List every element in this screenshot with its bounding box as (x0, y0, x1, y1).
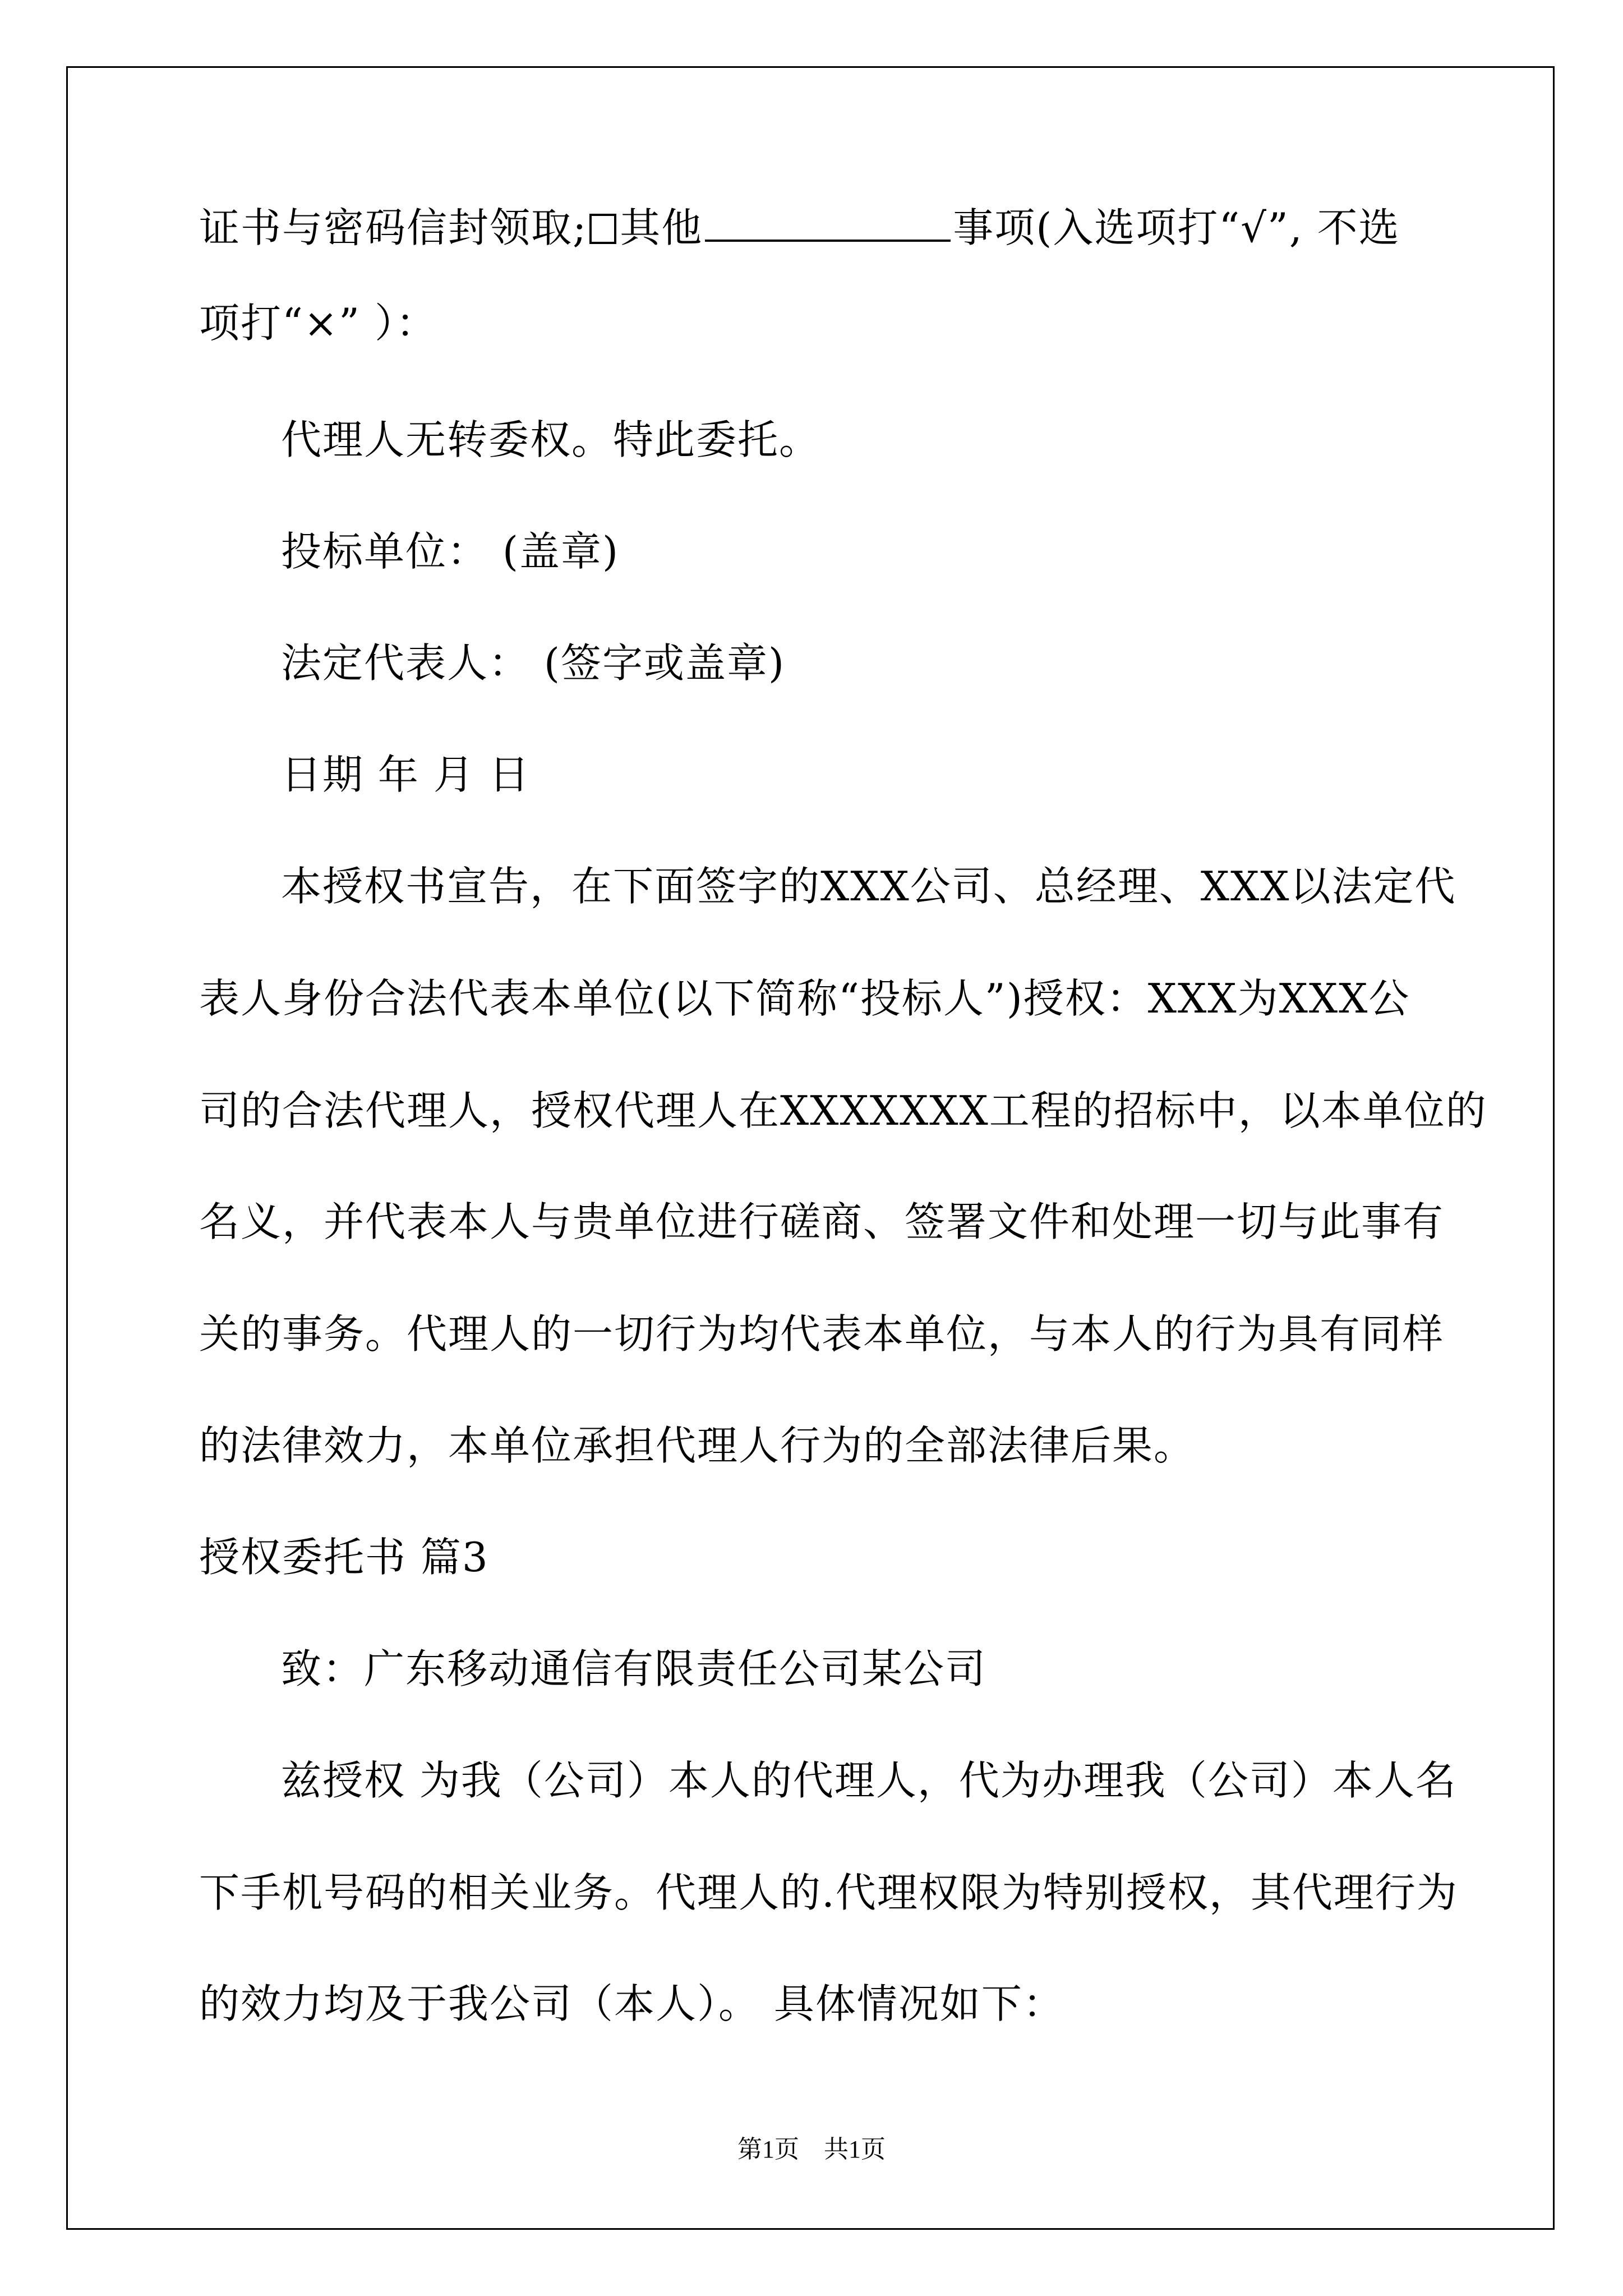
text-line-15: 兹授权 为我（公司）本人的代理人，代为办理我（公司）本人名 (281, 1757, 1457, 1804)
checkbox-icon (589, 214, 616, 244)
text-line-8: 表人身份合法代表本单位(以下简称“投标人”)授权：XXX为XXX公 (199, 975, 1410, 1022)
text-line-14: 致：广东移动通信有限责任公司某公司 (281, 1645, 987, 1692)
section-heading: 授权委托书 篇3 (199, 1534, 489, 1581)
text-line-16: 下手机号码的相关业务。代理人的.代理权限为特别授权，其代理行为 (199, 1869, 1458, 1916)
text-line-2: 项打“×” ）： (199, 300, 437, 347)
text-line-11: 关的事务。代理人的一切行为均代表本单位，与本人的行为具有同样 (199, 1310, 1445, 1358)
text-fragment: 其他 (620, 204, 703, 251)
text-line-1 (199, 202, 1400, 254)
blank-underline (705, 204, 951, 242)
text-line-5: 法定代表人： (签字或盖章) (281, 639, 786, 687)
text-line-6: 日期 年 月 日 (281, 751, 531, 798)
text-line-10: 名义，并代表本人与贵单位进行磋商、签署文件和处理一切与此事有 (199, 1198, 1445, 1245)
text-line-3: 代理人无转委权。特此委托。 (281, 416, 821, 463)
text-line-12: 的法律效力，本单位承担代理人行为的全部法律后果。 (199, 1422, 1196, 1469)
text-fragment: 证书与密码信封领取; (199, 204, 588, 251)
text-line-9: 司的合法代理人，授权代理人在XXXXXXX工程的招标中，以本单位的 (199, 1087, 1487, 1134)
text-line-7: 本授权书宣告，在下面签字的XXX公司、总经理、XXX以法定代 (281, 863, 1456, 910)
text-fragment: 事项(入选项打“√”, 不选 (953, 204, 1400, 251)
page-number-footer: 第1页 共1页 (737, 2136, 886, 2163)
text-line-17: 的效力均及于我公司（本人）。 具体情况如下： (199, 1980, 1064, 2027)
text-line-4: 投标单位： (盖章) (281, 528, 620, 575)
